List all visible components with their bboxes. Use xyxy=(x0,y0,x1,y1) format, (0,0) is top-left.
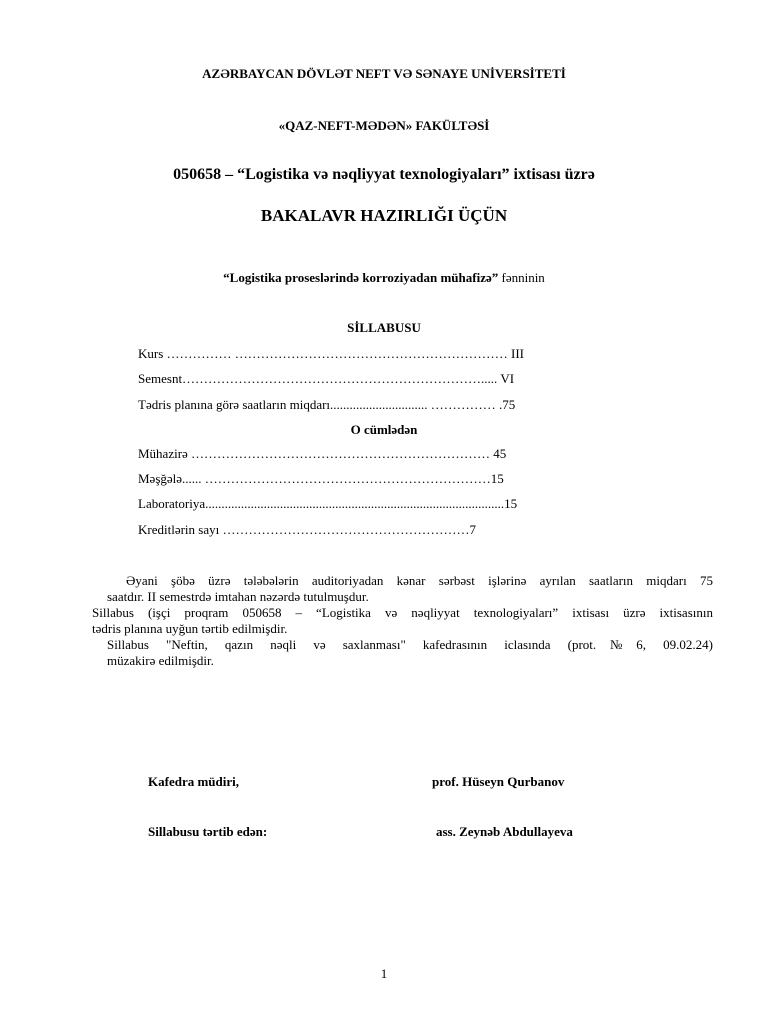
credits-row: Kreditlərin sayı …………………………………………………7 xyxy=(138,522,476,537)
syllabus-heading: SİLLABUSU xyxy=(347,320,421,335)
note-program-line1: Sillabus (işçi proqram 050658 – “Logistika və nəqliyyat texnologiyaları” ixtisası üzrə ixtisasının xyxy=(92,605,713,620)
practice-hours-row: Məşğələ...... …………………………………………………………15 xyxy=(138,471,504,486)
note-approval-line1: Sillabus "Neftin, qazın nəqli və saxlanması" kafedrasının iclasında (prot.№6, 09.02.24) xyxy=(107,637,713,652)
note-self-study-line1: Əyani şöbə üzrə tələbələrin auditoriyadan kənar sərbəst işlərinə ayrılan saatların miqdarı 75 xyxy=(126,573,713,588)
note-program-line2: tədris planına uyğun tərtib edilmişdir. xyxy=(92,621,288,636)
notes-paragraphs xyxy=(92,573,713,669)
specialty-title: 050658 – “Logistika və nəqliyyat texnologiyaları” ixtisası üzrə xyxy=(173,166,595,183)
degree-title: BAKALAVR HAZIRLIĞI ÜÇÜN xyxy=(260,206,508,225)
semester-row: Semesnt……………………………………………………………..... VI xyxy=(138,371,515,386)
faculty-name: «QAZ-NEFT-MƏDƏN» FAKÜLTƏSİ xyxy=(278,118,490,133)
course-title-suffix: fənninin xyxy=(498,270,545,285)
course-year-row: Kurs …………… ……………………………………………………… III xyxy=(138,346,525,361)
syllabus-author-label: Sillabusu tərtib edən: xyxy=(148,824,268,839)
note-self-study-line2: saatdır. II semestrdə imtahan nəzərdə tutulmuşdur. xyxy=(107,589,369,604)
page-number: 1 xyxy=(380,966,388,981)
head-of-department-name: prof. Hüseyn Qurbanov xyxy=(432,774,565,789)
lecture-hours-row: Mühazirə …………………………………………………………… 45 xyxy=(138,446,507,461)
course-title-name: “Logistika proseslərində korroziyadan mühafizə” xyxy=(223,270,499,285)
course-title xyxy=(0,270,768,286)
head-of-department-label: Kafedra müdiri, xyxy=(148,774,239,789)
note-approval-line2: müzakirə edilmişdir. xyxy=(107,653,214,668)
syllabus-author-name: ass. Zeynəb Abdullayeva xyxy=(436,824,573,839)
lab-hours-row: Laboratoriya............................................................................................15 xyxy=(138,496,518,511)
total-hours-row: Tədris planına görə saatların miqdarı.............................. …………… .75 xyxy=(138,397,516,412)
university-name: AZƏRBAYCAN DÖVLƏT NEFT VƏ SƏNAYE UNİVERSİTETİ xyxy=(202,66,566,81)
breakdown-heading: O cümlədən xyxy=(350,422,418,437)
